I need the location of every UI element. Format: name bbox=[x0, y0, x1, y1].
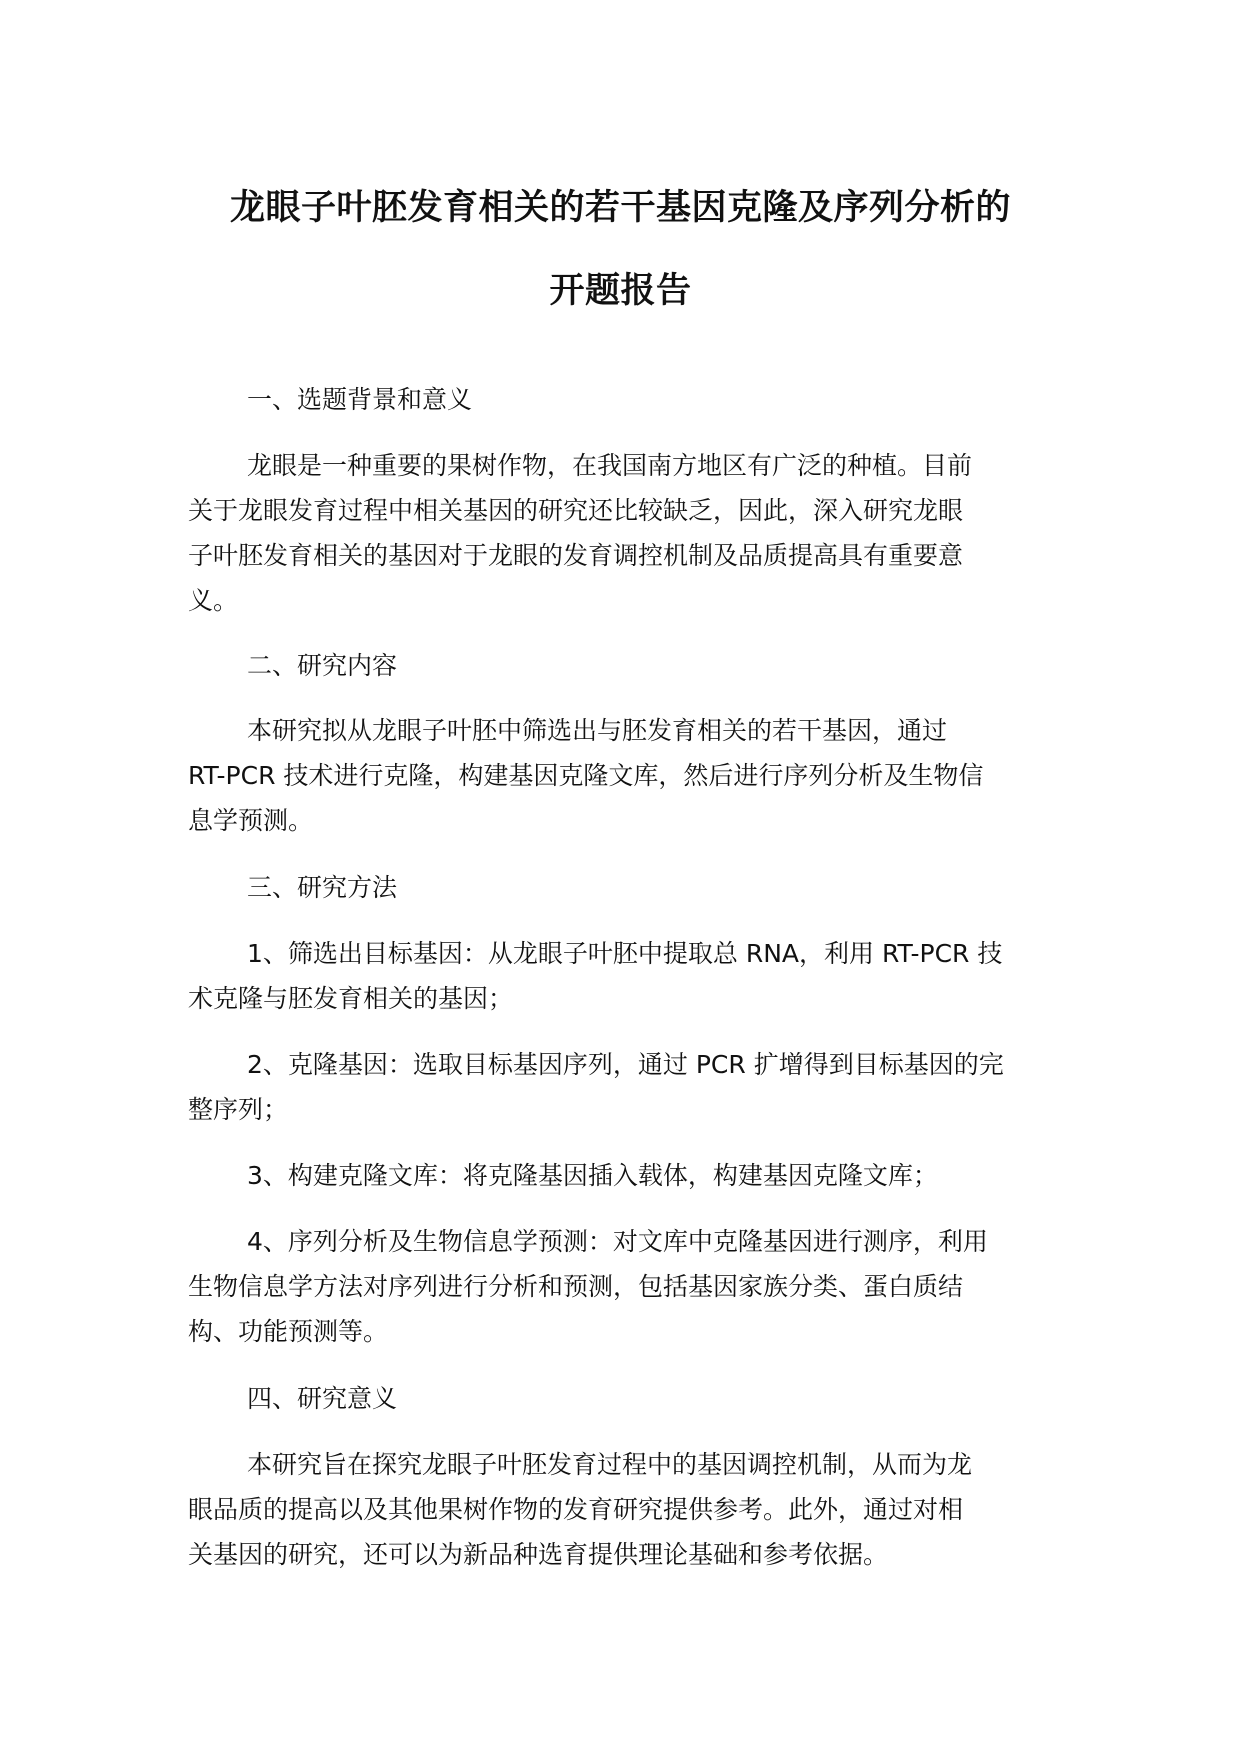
paragraph-line: 义。 bbox=[188, 586, 239, 615]
paragraph-line: 眼品质的提高以及其他果树作物的发育研究提供参考。此外，通过对相 bbox=[188, 1495, 964, 1524]
paragraph-line: 4、序列分析及生物信息学预测：对文库中克隆基因进行测序，利用 bbox=[247, 1227, 988, 1256]
document-title-line-2: 开题报告 bbox=[549, 271, 692, 311]
paragraph-line: 术克隆与胚发育相关的基因； bbox=[188, 984, 514, 1013]
paragraph-line: 关基因的研究，还可以为新品种选育提供理论基础和参考依据。 bbox=[188, 1540, 889, 1569]
paragraph-line: 2、克隆基因：选取目标基因序列，通过 PCR 扩增得到目标基因的完 bbox=[247, 1050, 1004, 1079]
paragraph-line: 生物信息学方法对序列进行分析和预测，包括基因家族分类、蛋白质结 bbox=[188, 1272, 964, 1301]
paragraph-line: 整序列； bbox=[188, 1095, 289, 1124]
paragraph-line: 本研究拟从龙眼子叶胚中筛选出与胚发育相关的若干基因，通过 bbox=[247, 716, 948, 745]
method-item-3 bbox=[188, 1153, 1068, 1198]
section-paragraph-background bbox=[188, 443, 1068, 623]
section-heading-methods: 三、研究方法 bbox=[247, 873, 398, 902]
method-item-1 bbox=[188, 931, 1068, 1021]
paragraph-line: 构、功能预测等。 bbox=[188, 1317, 389, 1346]
document-title-line-1: 龙眼子叶胚发育相关的若干基因克隆及序列分析的 bbox=[229, 188, 1011, 228]
section-heading-background: 一、选题背景和意义 bbox=[247, 385, 473, 414]
section-heading-content: 二、研究内容 bbox=[247, 651, 398, 680]
section-heading-significance: 四、研究意义 bbox=[247, 1384, 398, 1413]
paragraph-line: 关于龙眼发育过程中相关基因的研究还比较缺乏，因此，深入研究龙眼 bbox=[188, 496, 964, 525]
paragraph-line: 子叶胚发育相关的基因对于龙眼的发育调控机制及品质提高具有重要意 bbox=[188, 541, 964, 570]
method-item-2 bbox=[188, 1042, 1068, 1132]
section-paragraph-content bbox=[188, 708, 1068, 843]
section-paragraph-significance bbox=[188, 1442, 1068, 1577]
paragraph-line: 龙眼是一种重要的果树作物，在我国南方地区有广泛的种植。目前 bbox=[247, 451, 973, 480]
paragraph-line: RT-PCR 技术进行克隆，构建基因克隆文库，然后进行序列分析及生物信 bbox=[188, 761, 984, 790]
paragraph-line: 1、筛选出目标基因：从龙眼子叶胚中提取总 RNA，利用 RT-PCR 技 bbox=[247, 939, 1003, 968]
paragraph-line: 本研究旨在探究龙眼子叶胚发育过程中的基因调控机制，从而为龙 bbox=[247, 1450, 973, 1479]
paragraph-line: 息学预测。 bbox=[188, 806, 314, 835]
paragraph-line: 3、构建克隆文库：将克隆基因插入载体，构建基因克隆文库； bbox=[247, 1161, 938, 1190]
method-item-4 bbox=[188, 1219, 1068, 1354]
